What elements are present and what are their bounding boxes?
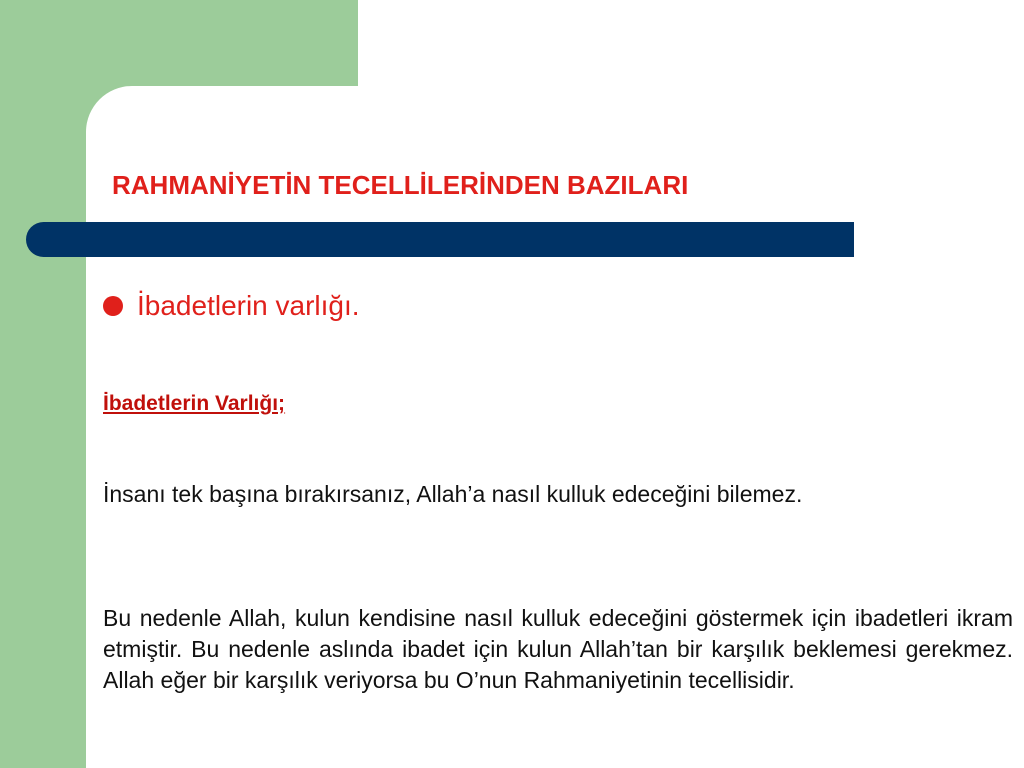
bullet-text: İbadetlerin varlığı. — [137, 290, 360, 321]
slide-title: RAHMANİYETİN TECELLİLERİNDEN BAZILARI — [112, 170, 689, 200]
paragraph-1: İnsanı tek başına bırakırsanız, Allah’a nasıl kulluk edeceğini bilemez. — [103, 481, 803, 507]
section-subheading: İbadetlerin Varlığı; — [103, 392, 286, 415]
bullet-dot-icon — [103, 296, 123, 316]
bullet-item — [103, 290, 360, 322]
title-underline-bar — [26, 222, 854, 257]
paragraph-2: Bu nedenle Allah, kulun kendisine nasıl kulluk edeceğini göstermek için ibadetleri ikram etmiştir. Bu nedenle aslında ibadet için kulun Allah’tan bir karşılık beklemesi gerekmez. Allah eğer bir karşılık veriyorsa bu O’nun Rahmaniyetinin tecellisidir. — [103, 605, 1013, 693]
